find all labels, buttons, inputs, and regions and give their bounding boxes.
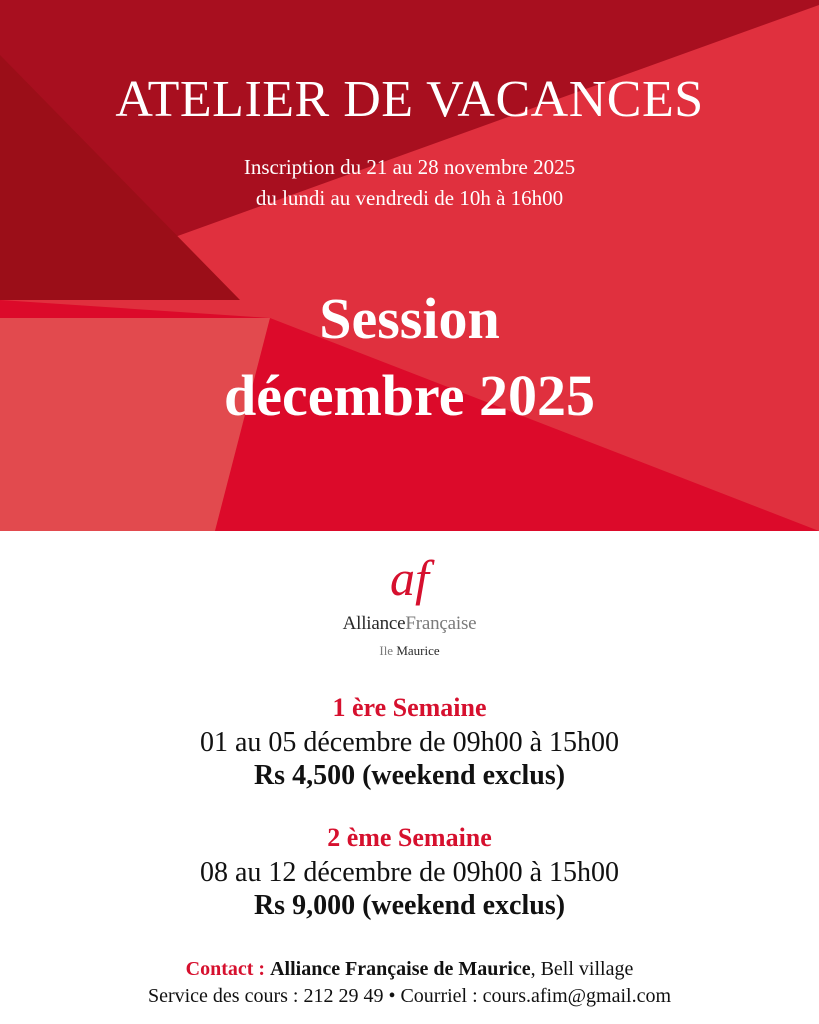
week-1-title: 1 ère Semaine — [332, 693, 487, 722]
alliance-francaise-logo — [0, 550, 819, 659]
week-1-dates: 01 au 05 décembre de 09h00 à 15h00 — [199, 727, 620, 758]
session-heading: Session — [319, 286, 500, 351]
logo-location — [0, 643, 819, 659]
af-logo-mark: af — [390, 550, 429, 606]
logo-location-maurice: Maurice — [393, 643, 440, 658]
contact-line — [0, 958, 819, 981]
registration-dates: Inscription du 21 au 28 novembre 2025 — [243, 155, 576, 179]
logo-name-alliance: Alliance — [342, 613, 406, 634]
logo-name-francaise: Française — [405, 613, 477, 634]
week-2-price: Rs 9,000 (weekend exclus) — [253, 890, 566, 921]
week-2-dates: 08 au 12 décembre de 09h00 à 15h00 — [199, 857, 620, 888]
week-2-title: 2 ème Semaine — [327, 823, 492, 852]
contact-service-line: Service des cours : 212 29 49 • Courriel : cours.afim@gmail.com — [147, 985, 672, 1007]
contact-label: Contact : — [185, 958, 266, 980]
contact-place: , Bell village — [530, 958, 634, 980]
logo-name — [0, 613, 819, 635]
contact-organization: Alliance Française de Maurice — [270, 958, 531, 980]
week-1-price: Rs 4,500 (weekend exclus) — [253, 760, 566, 791]
page-title: ATELIER DE VACANCES — [115, 71, 704, 128]
logo-location-ile: Ile — [379, 643, 394, 658]
registration-hours: du lundi au vendredi de 10h à 16h00 — [255, 186, 564, 210]
session-month: décembre 2025 — [224, 363, 595, 428]
